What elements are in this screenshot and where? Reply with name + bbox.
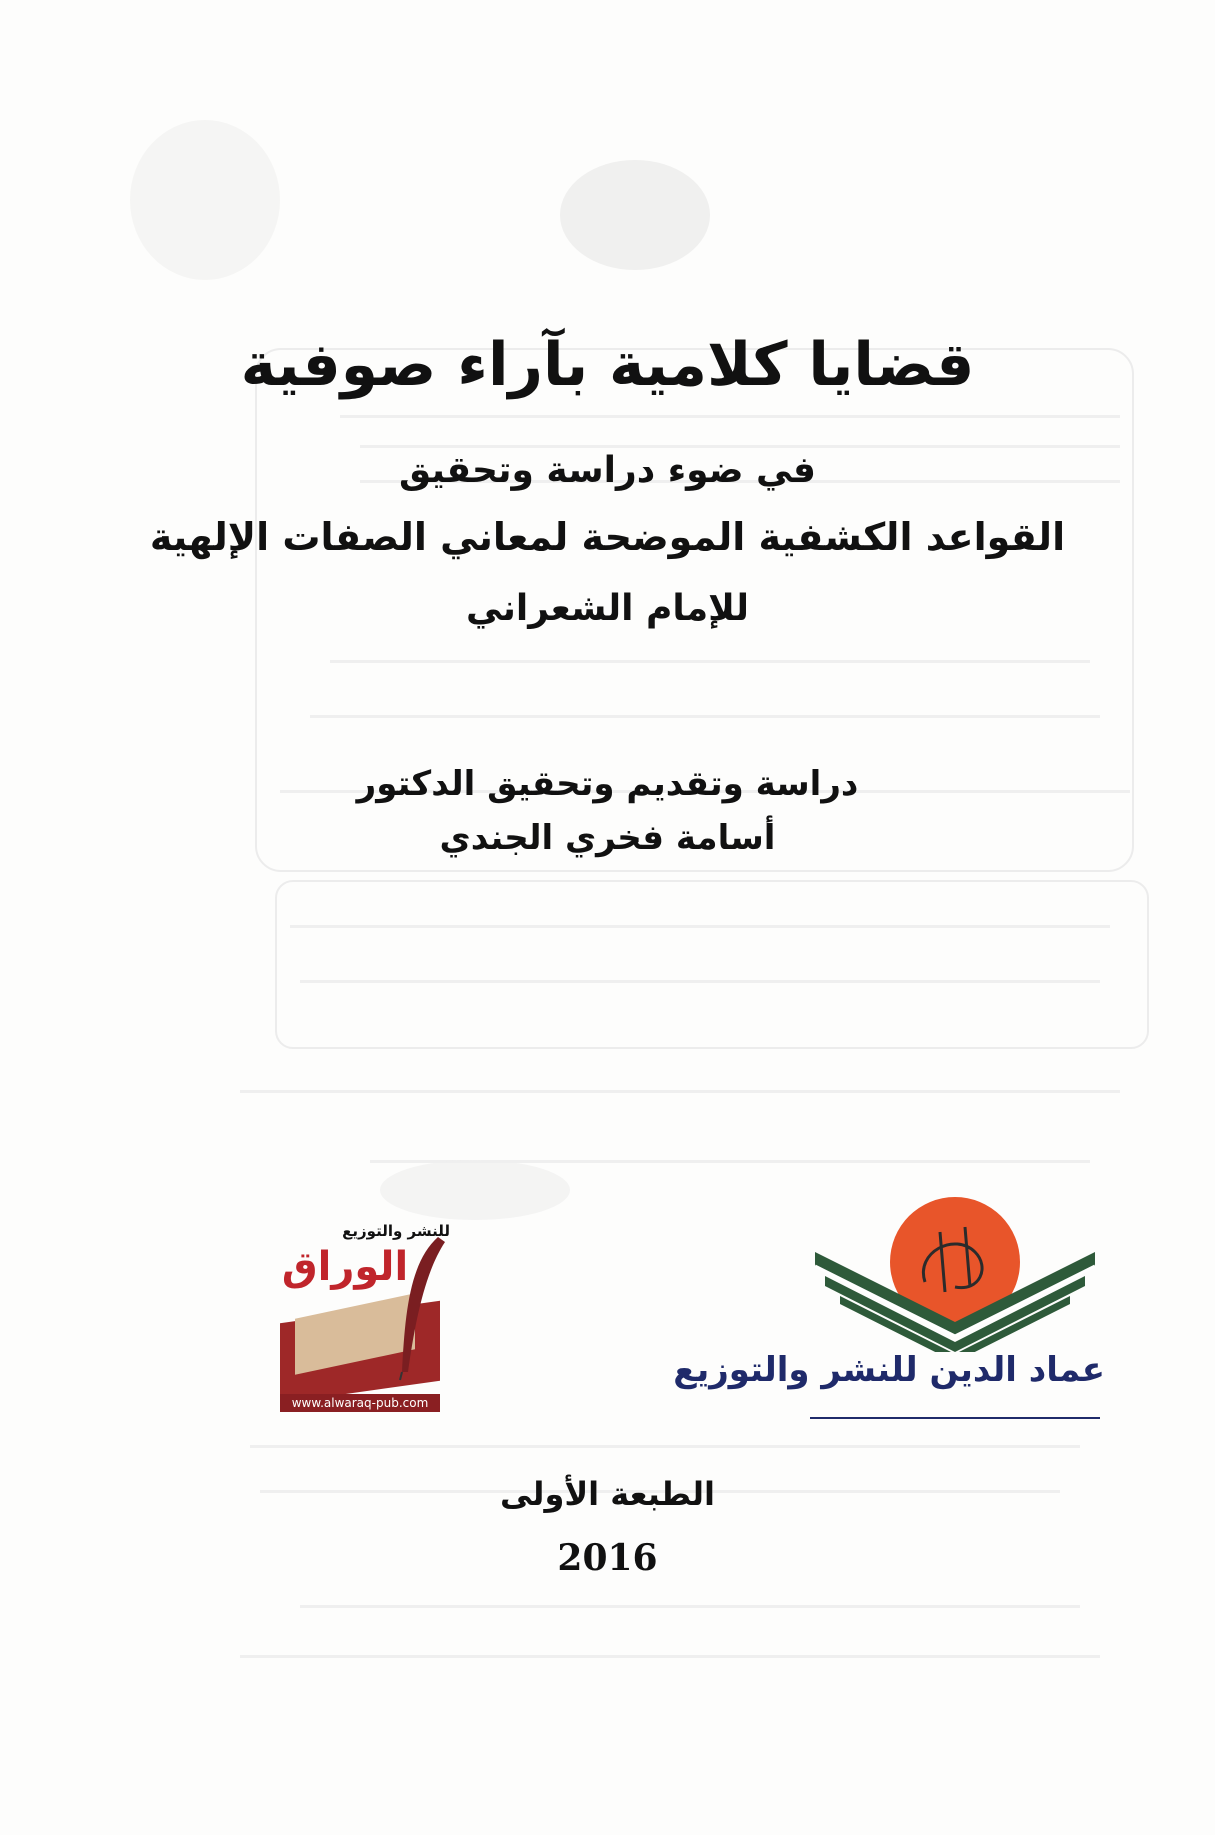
sun-book-icon [805, 1192, 1105, 1352]
quill-icon [390, 1232, 450, 1382]
publication-year: 2016 [557, 1537, 658, 1579]
alwaraq-website: www.alwaraq-pub.com [280, 1394, 440, 1412]
alwaraq-tagline: للنشر والتوزيع [342, 1222, 450, 1240]
emad-el-din-name: عماد الدين للنشر والتوزيع [673, 1350, 1105, 1390]
divider [810, 1417, 1100, 1419]
subtitle-line-2: القواعد الكشفية الموضحة لمعاني الصفات الإلهية [149, 515, 1066, 559]
emad-el-din-logo [673, 1192, 1105, 1417]
alwaraq-name: الوراق [281, 1244, 409, 1290]
subtitle-line-1: في ضوء دراسة وتحقيق [398, 450, 817, 491]
author-name: أسامة فخري الجندي [439, 818, 776, 858]
subtitle-line-3: للإمام الشعراني [465, 588, 750, 629]
edition-label: الطبعة الأولى [500, 1475, 715, 1513]
book-title: قضايا كلامية بآراء صوفية [240, 330, 975, 400]
credit-line: دراسة وتقديم وتحقيق الدكتور [356, 764, 859, 804]
alwaraq-logo [275, 1222, 450, 1422]
